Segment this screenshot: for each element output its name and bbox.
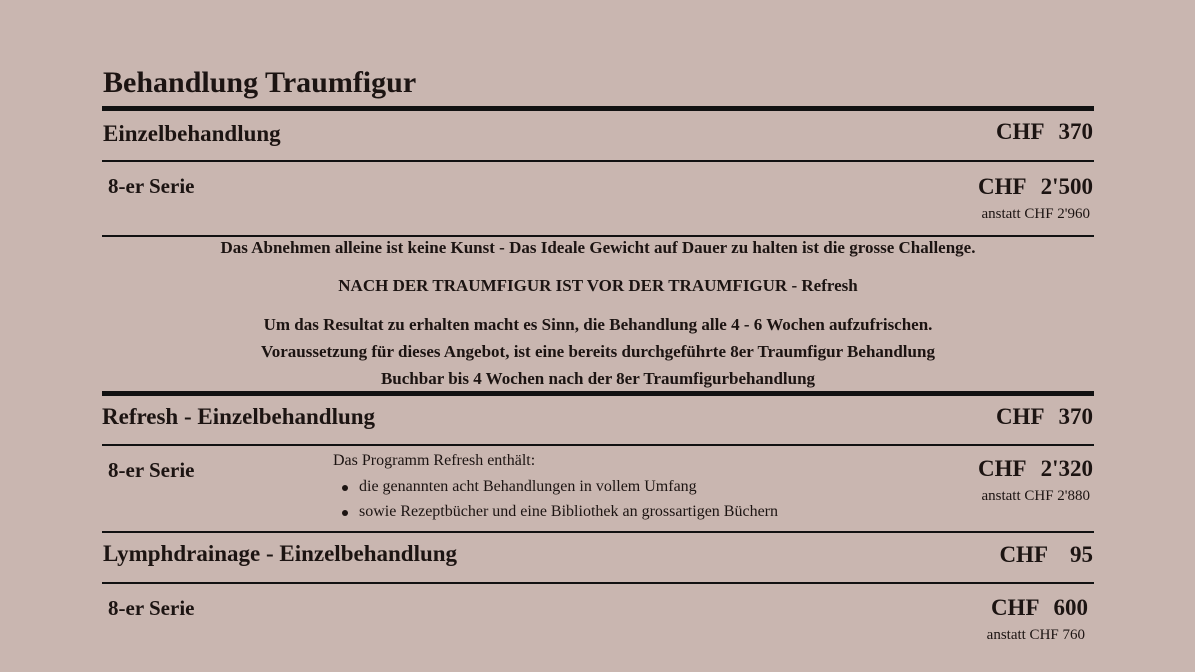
page-title: Behandlung Traumfigur [103, 66, 417, 99]
refresh-price [996, 404, 1093, 430]
divider [102, 391, 1094, 396]
refresh-label: Refresh - Einzelbehandlung [102, 404, 376, 429]
amount: 600 [1053, 595, 1088, 620]
serie3-original-price: anstatt CHF 760 [986, 627, 1085, 643]
program-list [342, 477, 778, 527]
einzel-label: Einzelbehandlung [103, 121, 281, 146]
info-headline: NACH DER TRAUMFIGUR IST VOR DER TRAUMFIGUR - Refresh [338, 276, 858, 295]
currency: CHF [995, 404, 1045, 429]
divider [102, 531, 1094, 533]
amount: 2'320 [1040, 456, 1093, 481]
currency: CHF [995, 119, 1045, 144]
amount: 2'500 [1040, 174, 1093, 199]
serie2-label: 8-er Serie [108, 458, 195, 482]
serie2-price [978, 456, 1093, 482]
currency: CHF [978, 456, 1027, 481]
lymph-label: Lymphdrainage - Einzelbehandlung [103, 541, 458, 566]
info-line: Das Abnehmen alleine ist keine Kunst - Das Ideale Gewicht auf Dauer zu halten ist die grosse Challenge. [220, 238, 976, 257]
currency: CHF [990, 595, 1040, 620]
info-line: Buchbar bis 4 Wochen nach der 8er Traumfigurbehandlung [380, 369, 816, 388]
bullet-icon [342, 485, 348, 491]
currency: CHF [999, 542, 1048, 567]
serie3-price [991, 595, 1088, 621]
divider [102, 582, 1094, 584]
info-line: Voraussetzung für dieses Angebot, ist eine bereits durchgeführte 8er Traumfigur Behandlung [261, 342, 935, 361]
amount: 370 [1058, 404, 1093, 429]
amount: 370 [1058, 119, 1093, 144]
list-item: die genannten acht Behandlungen in vollem Umfang [342, 477, 778, 502]
serie1-label: 8-er Serie [108, 174, 195, 198]
divider [102, 106, 1094, 111]
bullet-icon [342, 510, 348, 516]
program-title: Das Programm Refresh enthält: [333, 452, 536, 469]
serie2-original-price: anstatt CHF 2'880 [981, 488, 1090, 504]
currency: CHF [978, 174, 1027, 199]
list-item: sowie Rezeptbücher und eine Bibliothek an grossartigen Büchern [342, 502, 778, 527]
serie1-original-price: anstatt CHF 2'960 [981, 206, 1090, 222]
info-line: Um das Resultat zu erhalten macht es Sinn, die Behandlung alle 4 - 6 Wochen aufzufrischen. [263, 315, 933, 334]
divider [102, 235, 1094, 237]
divider [102, 444, 1094, 446]
divider [102, 160, 1094, 162]
serie3-label: 8-er Serie [108, 596, 195, 620]
serie1-price [978, 174, 1093, 200]
einzel-price [996, 119, 1093, 145]
lymph-price [999, 542, 1093, 568]
amount: 95 [1070, 542, 1093, 567]
